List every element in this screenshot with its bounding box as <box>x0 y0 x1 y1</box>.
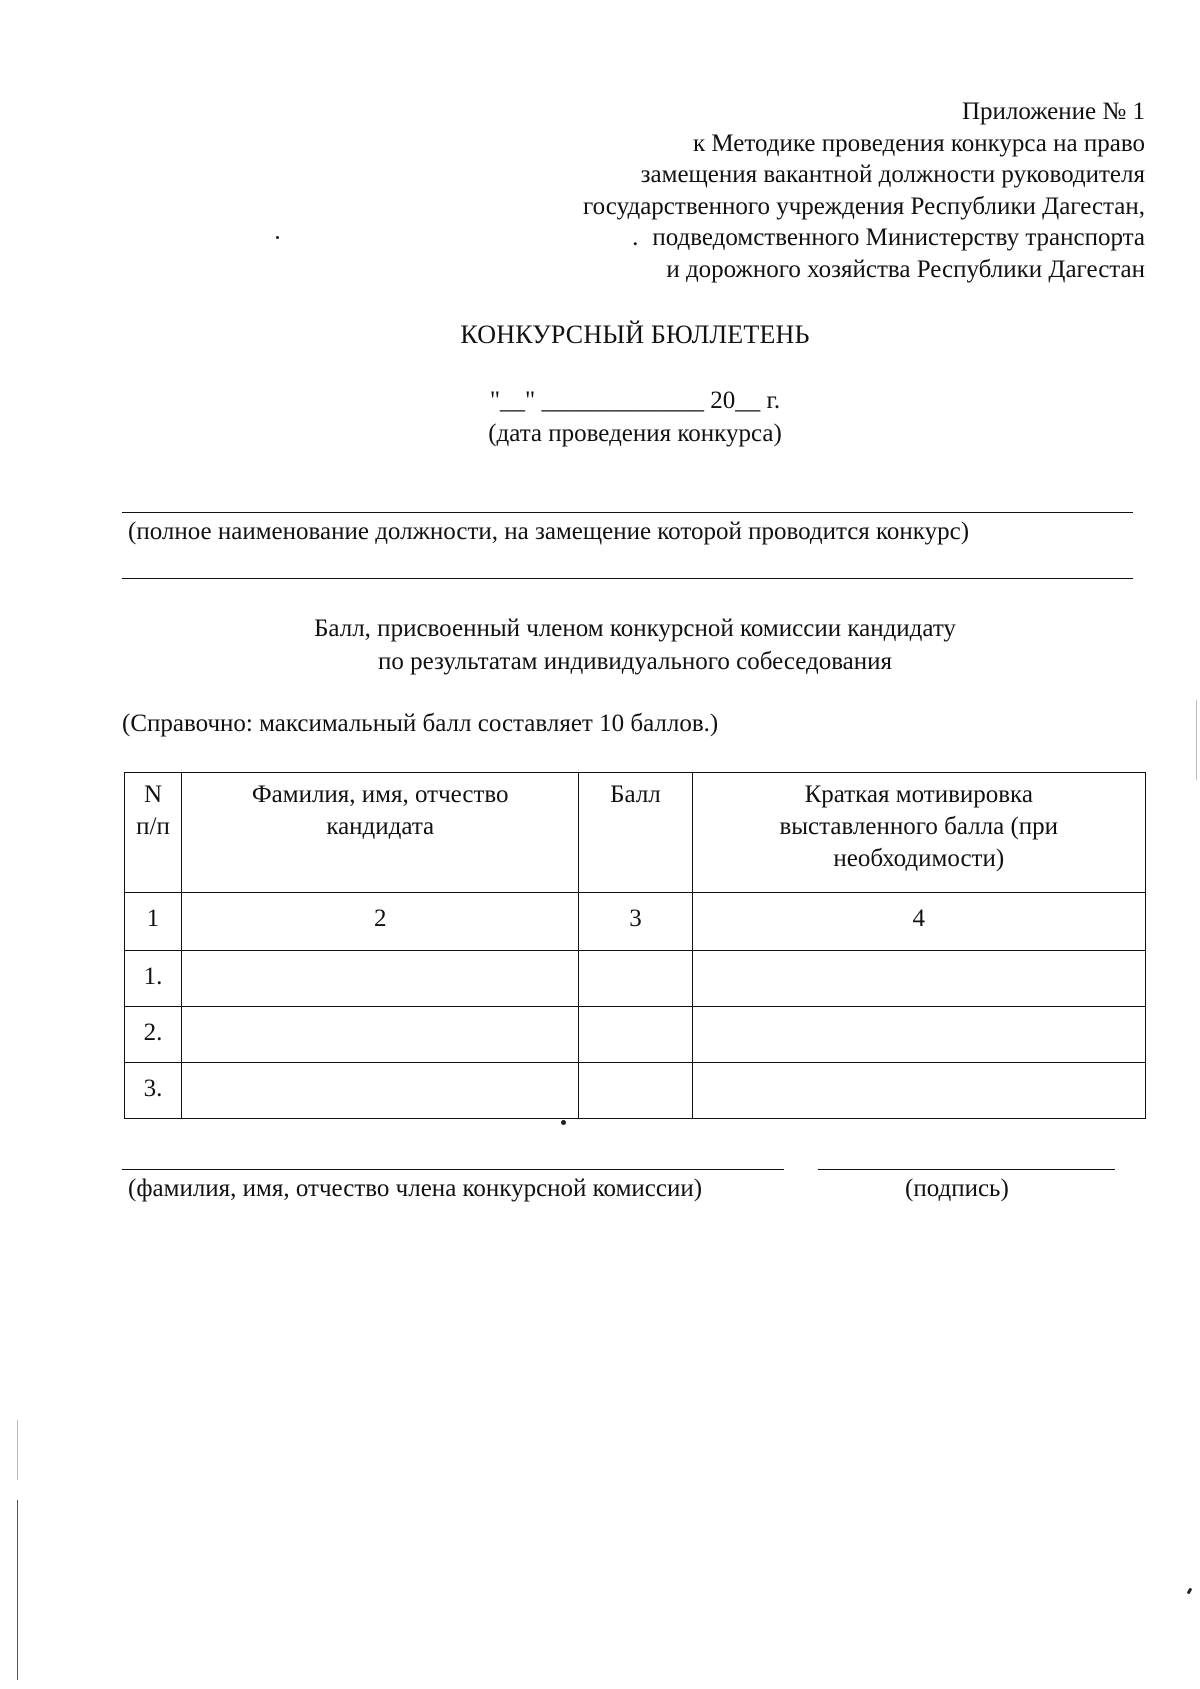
scan-speck <box>561 1120 566 1125</box>
annex-line: государственного учреждения Республики Дагестан, <box>583 192 1145 220</box>
header-score <box>579 773 692 893</box>
header-text: Балл <box>610 781 661 808</box>
score-cell[interactable] <box>579 951 692 1007</box>
table-header-row <box>125 773 1146 893</box>
date-blank: "__" _____________ 20__ г. <box>489 387 781 414</box>
table-row <box>125 1007 1146 1063</box>
ballot-title: КОНКУРСНЫЙ БЮЛЛЕТЕНЬ <box>460 320 810 349</box>
header-text: кандидата <box>326 813 435 840</box>
column-number: 2 <box>182 893 579 951</box>
reference-note: (Справочно: максимальный балл составляет 10 баллов.) <box>122 710 719 737</box>
score-cell[interactable] <box>579 1063 692 1119</box>
annex-line <box>425 222 1145 254</box>
ballot-table <box>124 772 1146 1119</box>
header-text: Краткая мотивировка <box>804 781 1033 808</box>
annex-line: и дорожного хозяйства Республики Дагестан <box>666 255 1145 283</box>
position-blank-line <box>122 512 1133 513</box>
header-text: выставленного балла (при <box>779 813 1059 840</box>
member-name-line <box>122 1169 784 1170</box>
header-text: N <box>143 781 163 808</box>
header-number <box>125 773 182 893</box>
score-heading-line: по результатам индивидуального собеседования <box>377 648 893 675</box>
date-caption: (дата проведения конкурса) <box>488 420 782 447</box>
header-text: п/п <box>136 813 170 840</box>
scan-margin-line <box>17 1420 18 1480</box>
scan-speck <box>1187 1588 1193 1595</box>
table-row <box>125 1063 1146 1119</box>
motivation-cell[interactable] <box>692 1063 1145 1119</box>
member-name-caption: (фамилия, имя, отчество члена конкурсной комиссии) <box>128 1175 703 1202</box>
position-caption: (полное наименование должности, на замещение которой проводится конкурс) <box>128 518 970 545</box>
annex-header <box>425 96 1145 285</box>
header-candidate-name <box>182 773 579 893</box>
header-motivation <box>692 773 1145 893</box>
signature-caption: (подпись) <box>905 1175 1009 1202</box>
header-text: необходимости) <box>833 845 1005 872</box>
header-text: Фамилия, имя, отчество <box>251 781 509 808</box>
motivation-cell[interactable] <box>692 951 1145 1007</box>
scan-margin-line <box>17 1500 18 1680</box>
column-number-row <box>125 893 1146 951</box>
position-blank-line-2 <box>122 578 1133 579</box>
score-heading <box>0 612 1200 678</box>
candidate-name-cell[interactable] <box>182 951 579 1007</box>
annex-number: Приложение № 1 <box>961 98 1145 125</box>
scan-margin-line <box>1196 700 1197 780</box>
column-number: 4 <box>692 893 1145 951</box>
column-number: 1 <box>125 893 182 951</box>
candidate-name-cell[interactable] <box>182 1007 579 1063</box>
motivation-cell[interactable] <box>692 1007 1145 1063</box>
stray-mark: . <box>632 224 639 251</box>
column-number: 3 <box>579 893 692 951</box>
score-cell[interactable] <box>579 1007 692 1063</box>
annex-line-text: подведомственного Министерству транспорта <box>652 224 1145 251</box>
row-number: 3. <box>125 1063 182 1119</box>
row-number: 1. <box>125 951 182 1007</box>
table-row <box>125 951 1146 1007</box>
scan-speck <box>276 236 279 239</box>
score-heading-line: Балл, присвоенный членом конкурсной комиссии кандидату <box>314 615 956 642</box>
annex-line: к Методике проведения конкурса на право <box>693 129 1145 157</box>
annex-line: замещения вакантной должности руководителя <box>640 161 1145 188</box>
row-number: 2. <box>125 1007 182 1063</box>
signature-line <box>818 1169 1115 1170</box>
candidate-name-cell[interactable] <box>182 1063 579 1119</box>
